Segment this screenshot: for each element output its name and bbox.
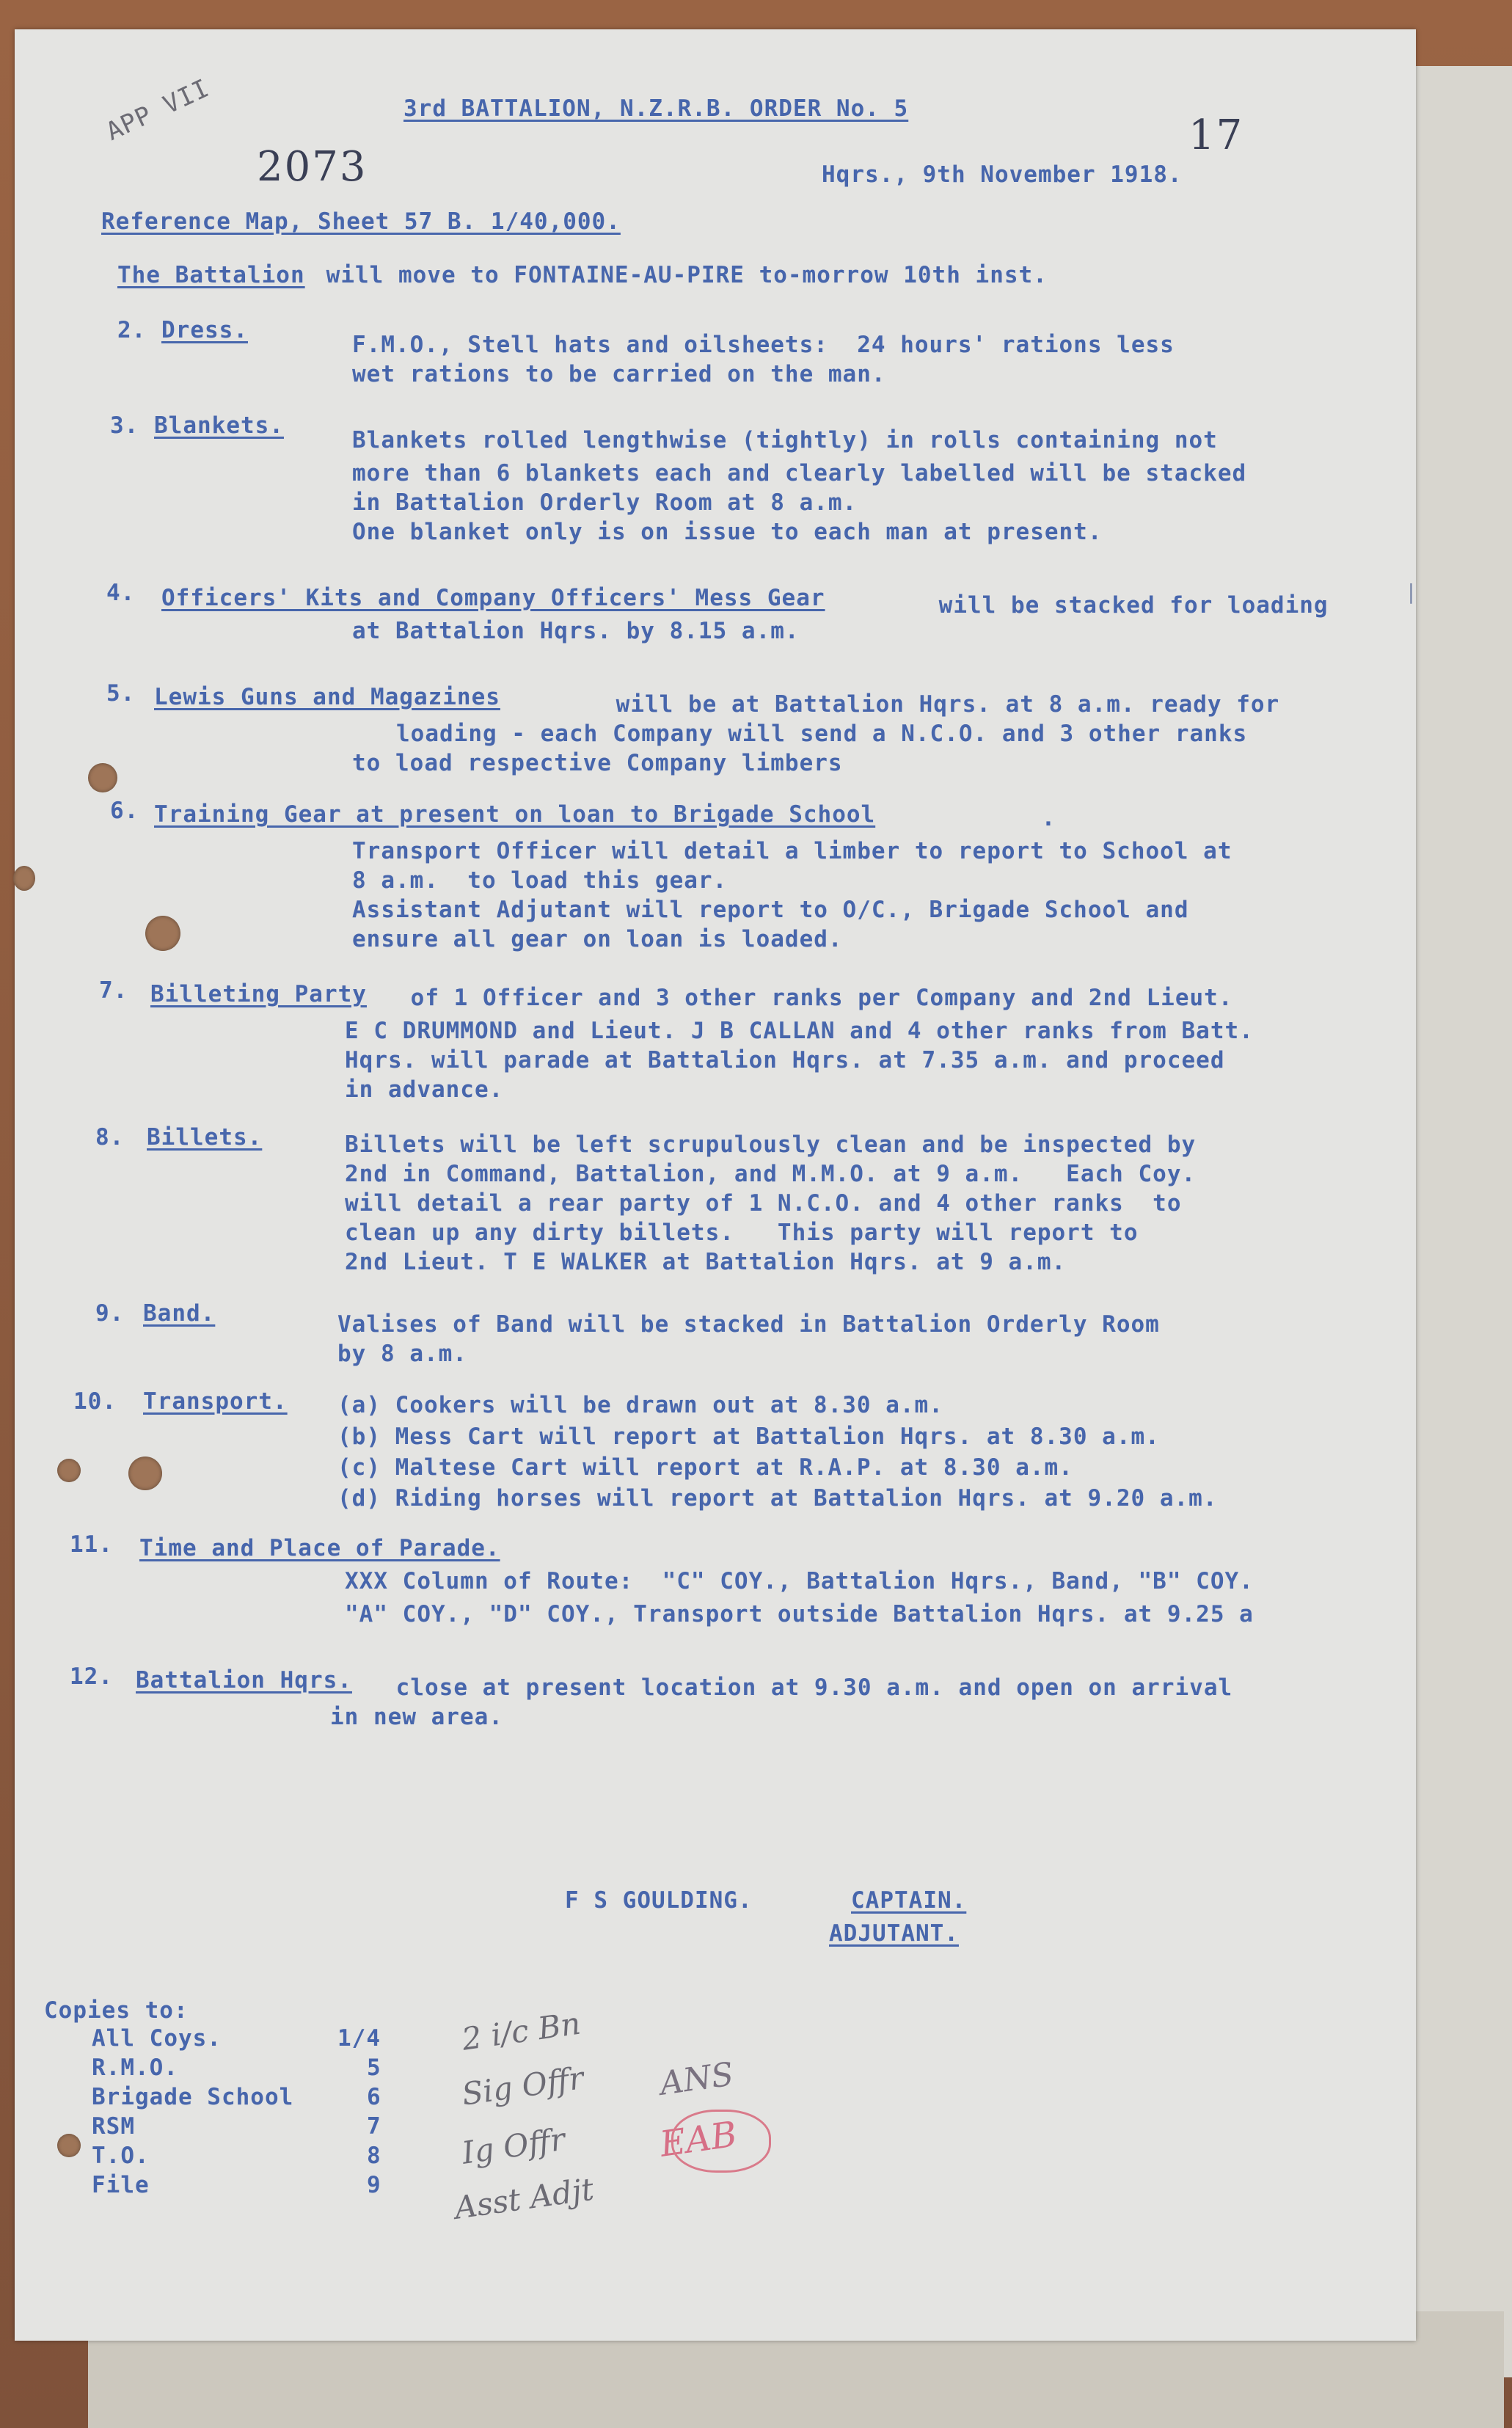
paragraph-text: will be stacked for loading: [924, 592, 1329, 619]
copy-recipient: File: [92, 2172, 150, 2198]
paragraph-text: wet rations to be carried on the man.: [352, 361, 886, 387]
paragraph-text: (b) Mess Cart will report at Battalion Hqrs. at 8.30 a.m.: [337, 1423, 1160, 1450]
paragraph-label: Lewis Guns and Magazines: [154, 684, 500, 710]
copy-recipient: Brigade School: [92, 2084, 294, 2110]
paragraph-label: Officers' Kits and Company Officers' Mess Gear: [161, 585, 825, 611]
paragraph-text: to load respective Company limbers: [352, 750, 843, 776]
copy-recipient: All Coys.: [92, 2025, 222, 2052]
paragraph-number: 7.: [99, 977, 128, 1004]
paragraph-text: .: [1027, 805, 1056, 831]
paragraph-number: 2.: [117, 317, 147, 343]
paragraph-number: 5.: [106, 680, 136, 707]
punch-hole: [57, 2134, 81, 2157]
paragraph-number: 6.: [110, 798, 139, 824]
order-title: 3rd BATTALION, N.Z.R.B. ORDER No. 5: [403, 95, 909, 122]
paragraph-number: 10.: [73, 1388, 117, 1415]
handwritten-note: Sig Offr: [459, 2060, 586, 2112]
handwritten-note: 2 i/c Bn: [459, 2005, 583, 2057]
punch-hole: [145, 916, 180, 951]
copies-heading: Copies to:: [44, 1997, 189, 2024]
paragraph-text: E C DRUMMOND and Lieut. J B CALLAN and 4 other ranks from Batt.: [345, 1018, 1254, 1044]
place-date: Hqrs., 9th November 1918.: [822, 161, 1183, 188]
paragraph-text: in new area.: [330, 1704, 503, 1730]
marginal-note: APP VII: [101, 73, 214, 147]
edge-fragment: |: [1405, 580, 1417, 604]
signatory-name: F S GOULDING.: [565, 1887, 753, 1914]
paragraph-text: will move to FONTAINE-AU-PIRE to-morrow 10th inst.: [312, 262, 1048, 288]
paragraph-label: Transport.: [143, 1388, 288, 1415]
paragraph-text: (a) Cookers will be drawn out at 8.30 a.m.: [337, 1392, 943, 1418]
paragraph-label: Battalion Hqrs.: [136, 1667, 352, 1694]
punch-hole: [88, 763, 117, 792]
paragraph-text: clean up any dirty billets. This party will report to: [345, 1220, 1139, 1246]
handwritten-note: Ig Offr: [459, 2121, 568, 2171]
punch-hole: [13, 866, 35, 891]
handwritten-note: Asst Adjt: [452, 2170, 596, 2226]
paragraph-text: One blanket only is on issue to each man at present.: [352, 519, 1103, 545]
document-page: [15, 29, 1416, 2341]
copy-number: 9: [367, 2172, 381, 2198]
paragraph-text: "A" COY., "D" COY., Transport outside Battalion Hqrs. at 9.25 a: [345, 1601, 1254, 1627]
paragraph-number: 8.: [95, 1124, 125, 1151]
copy-number: 7: [367, 2113, 381, 2140]
paragraph-number: 12.: [70, 1663, 113, 1690]
paragraph-text: of 1 Officer and 3 other ranks per Company and 2nd Lieut.: [396, 985, 1233, 1011]
paragraph-text: by 8 a.m.: [337, 1341, 467, 1367]
copy-number: 5: [367, 2055, 381, 2081]
paragraph-number: 11.: [70, 1531, 113, 1558]
file-number: 2073: [257, 143, 368, 191]
paragraph-label: The Battalion: [117, 262, 305, 288]
paragraph-text: 2nd in Command, Battalion, and M.M.O. at 9 a.m. Each Coy.: [345, 1161, 1197, 1187]
paragraph-text: in Battalion Orderly Room at 8 a.m.: [352, 489, 858, 516]
red-circle-mark: [671, 2110, 771, 2173]
handwritten-initials: ANS: [657, 2055, 736, 2103]
paragraph-label: Band.: [143, 1300, 216, 1327]
paragraph-text: Billets will be left scrupulously clean and be inspected by: [345, 1131, 1197, 1158]
paragraph-label: Blankets.: [154, 412, 284, 439]
paragraph-text: in advance.: [345, 1076, 504, 1103]
copy-number: 6: [367, 2084, 381, 2110]
paragraph-number: 4.: [106, 580, 136, 606]
punch-hole: [57, 1459, 81, 1482]
paragraph-label: Time and Place of Parade.: [139, 1535, 500, 1561]
copy-number: 8: [367, 2143, 381, 2169]
signatory-rank: CAPTAIN.: [851, 1887, 967, 1914]
paragraph-text: will be at Battalion Hqrs. at 8 a.m. ready for: [602, 691, 1280, 718]
paragraph-text: (c) Maltese Cart will report at R.A.P. at 8.30 a.m.: [337, 1454, 1073, 1481]
paragraph-text: Assistant Adjutant will report to O/C., Brigade School and: [352, 897, 1189, 923]
paragraph-text: Hqrs. will parade at Battalion Hqrs. at 7.35 a.m. and proceed: [345, 1047, 1225, 1073]
paragraph-text: 2nd Lieut. T E WALKER at Battalion Hqrs. at 9 a.m.: [345, 1249, 1067, 1275]
paragraph-text: at Battalion Hqrs. by 8.15 a.m.: [352, 618, 800, 644]
map-reference: Reference Map, Sheet 57 B. 1/40,000.: [101, 208, 621, 235]
signatory-appointment: ADJUTANT.: [829, 1920, 959, 1947]
paragraph-text: close at present location at 9.30 a.m. and open on arrival: [381, 1674, 1233, 1701]
paragraph-text: Transport Officer will detail a limber to report to School at: [352, 838, 1232, 864]
punch-hole: [128, 1457, 162, 1490]
paragraph-text: 8 a.m. to load this gear.: [352, 867, 728, 894]
paragraph-label: Dress.: [161, 317, 248, 343]
handwritten-initials-red: EAB: [657, 2113, 739, 2165]
paragraph-text: Valises of Band will be stacked in Battalion Orderly Room: [337, 1311, 1160, 1338]
copy-recipient: RSM: [92, 2113, 135, 2140]
paragraph-number: 3.: [110, 412, 139, 439]
paragraph-text: XXX Column of Route: "C" COY., Battalion Hqrs., Band, "B" COY.: [345, 1568, 1254, 1594]
paragraph-text: (d) Riding horses will report at Battalion Hqrs. at 9.20 a.m.: [337, 1485, 1218, 1512]
paragraph-text: more than 6 blankets each and clearly labelled will be stacked: [352, 460, 1247, 486]
paragraph-text: will detail a rear party of 1 N.C.O. and 4 other ranks to: [345, 1190, 1182, 1217]
paragraph-number: 9.: [95, 1300, 125, 1327]
paragraph-label: Training Gear at present on loan to Brigade School: [154, 801, 876, 828]
paragraph-text: loading - each Company will send a N.C.O. and 3 other ranks: [396, 721, 1248, 747]
copy-recipient: R.M.O.: [92, 2055, 178, 2081]
paragraph-text: F.M.O., Stell hats and oilsheets: 24 hours' rations less: [352, 332, 1175, 358]
copy-number: 1/4: [337, 2025, 381, 2052]
paragraph-label: Billeting Party: [150, 981, 367, 1007]
paragraph-label: Billets.: [147, 1124, 263, 1151]
page-number: 17: [1188, 112, 1244, 159]
paragraph-text: ensure all gear on loan is loaded.: [352, 926, 843, 952]
copy-recipient: T.O.: [92, 2143, 150, 2169]
paragraph-text: Blankets rolled lengthwise (tightly) in rolls containing not: [352, 427, 1218, 453]
